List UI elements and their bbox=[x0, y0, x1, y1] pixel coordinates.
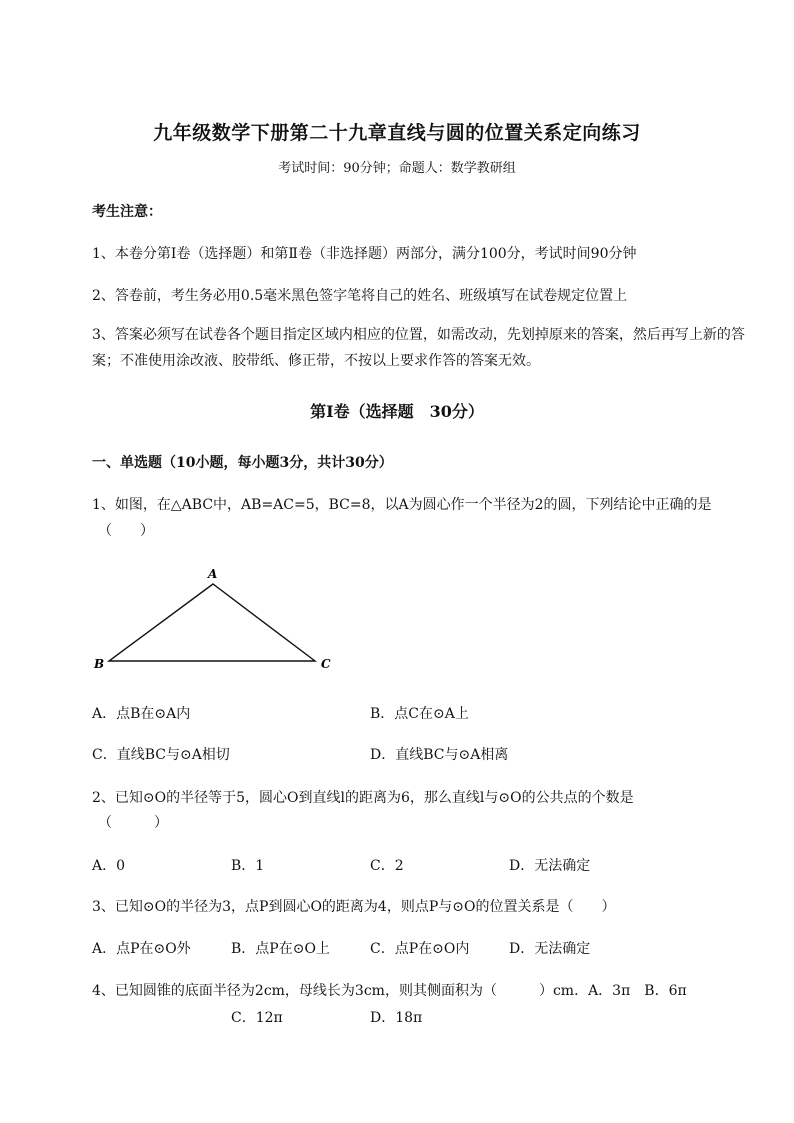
section-title: 第I卷（选择题 30分） bbox=[310, 402, 484, 421]
question-2-stem: 2、已知⊙O的半径等于5，圆心O到直线l的距离为6，那么直线l与⊙O的公共点的个数是 bbox=[92, 790, 634, 806]
vertex-label-b: B bbox=[94, 657, 105, 671]
question-3-option-c: C．点P在⊙O内 bbox=[370, 941, 470, 957]
question-2-option-a: A．0 bbox=[92, 858, 126, 874]
question-1-option-d: D．直线BC与⊙A相离 bbox=[370, 747, 509, 763]
notes-heading: 考生注意： bbox=[92, 204, 162, 220]
triangle-abc bbox=[109, 584, 315, 661]
note-item-3: 3、答案必须写在试卷各个题目指定区域内相应的位置，如需改动，先划掉原来的答案，然后再写上新的答案；不准使用涂改液、胶带纸、修正带，不按以上要求作答的答案无效。 bbox=[92, 327, 745, 369]
question-2-option-c: C．2 bbox=[370, 858, 404, 874]
question-3-stem: 3、已知⊙O的半径为3，点P到圆心O的距离为4，则点P与⊙O的位置关系是（ ） bbox=[92, 899, 616, 915]
part-heading: 一、单选题（10小题，每小题3分，共计30分） bbox=[92, 455, 393, 471]
note-item-1: 1、本卷分第I卷（选择题）和第Ⅱ卷（非选择题）两部分，满分100分，考试时间90分钟 bbox=[92, 246, 637, 262]
question-3-option-a: A．点P在⊙O外 bbox=[92, 941, 191, 957]
question-3-option-d: D．无法确定 bbox=[509, 941, 591, 957]
question-2-option-b: B．1 bbox=[231, 858, 265, 874]
triangle-figure bbox=[85, 560, 345, 680]
page-title: 九年级数学下册第二十九章直线与圆的位置关系定向练习 bbox=[153, 122, 641, 144]
exam-subtitle: 考试时间：90分钟；命题人：数学教研组 bbox=[278, 161, 516, 176]
question-4-stem: 4、已知圆锥的底面半径为2cm，母线长为3cm，则其侧面积为（ ）cm．A．3π B．6π bbox=[92, 983, 687, 999]
vertex-label-c: C bbox=[321, 657, 331, 671]
question-4-option-d: D．18π bbox=[370, 1010, 423, 1026]
question-2-blank: （ ） bbox=[98, 815, 168, 831]
question-1-option-b: B．点C在⊙A上 bbox=[370, 706, 469, 722]
question-1-option-c: C．直线BC与⊙A相切 bbox=[92, 747, 230, 763]
note-item-2: 2、答卷前，考生务必用0.5毫米黑色签字笔将自己的姓名、班级填写在试卷规定位置上 bbox=[92, 288, 628, 304]
question-1-stem: 1、如图，在△ABC中，AB=AC=5，BC=8，以A为圆心作一个半径为2的圆，下列结论中正确的是 bbox=[92, 497, 712, 513]
question-2-option-d: D．无法确定 bbox=[509, 858, 591, 874]
question-1-blank: （ ） bbox=[98, 523, 154, 539]
question-1-option-a: A．点B在⊙A内 bbox=[92, 706, 191, 722]
vertex-label-a: A bbox=[208, 567, 218, 581]
question-4-option-c: C．12π bbox=[231, 1010, 283, 1026]
question-3-option-b: B．点P在⊙O上 bbox=[231, 941, 330, 957]
